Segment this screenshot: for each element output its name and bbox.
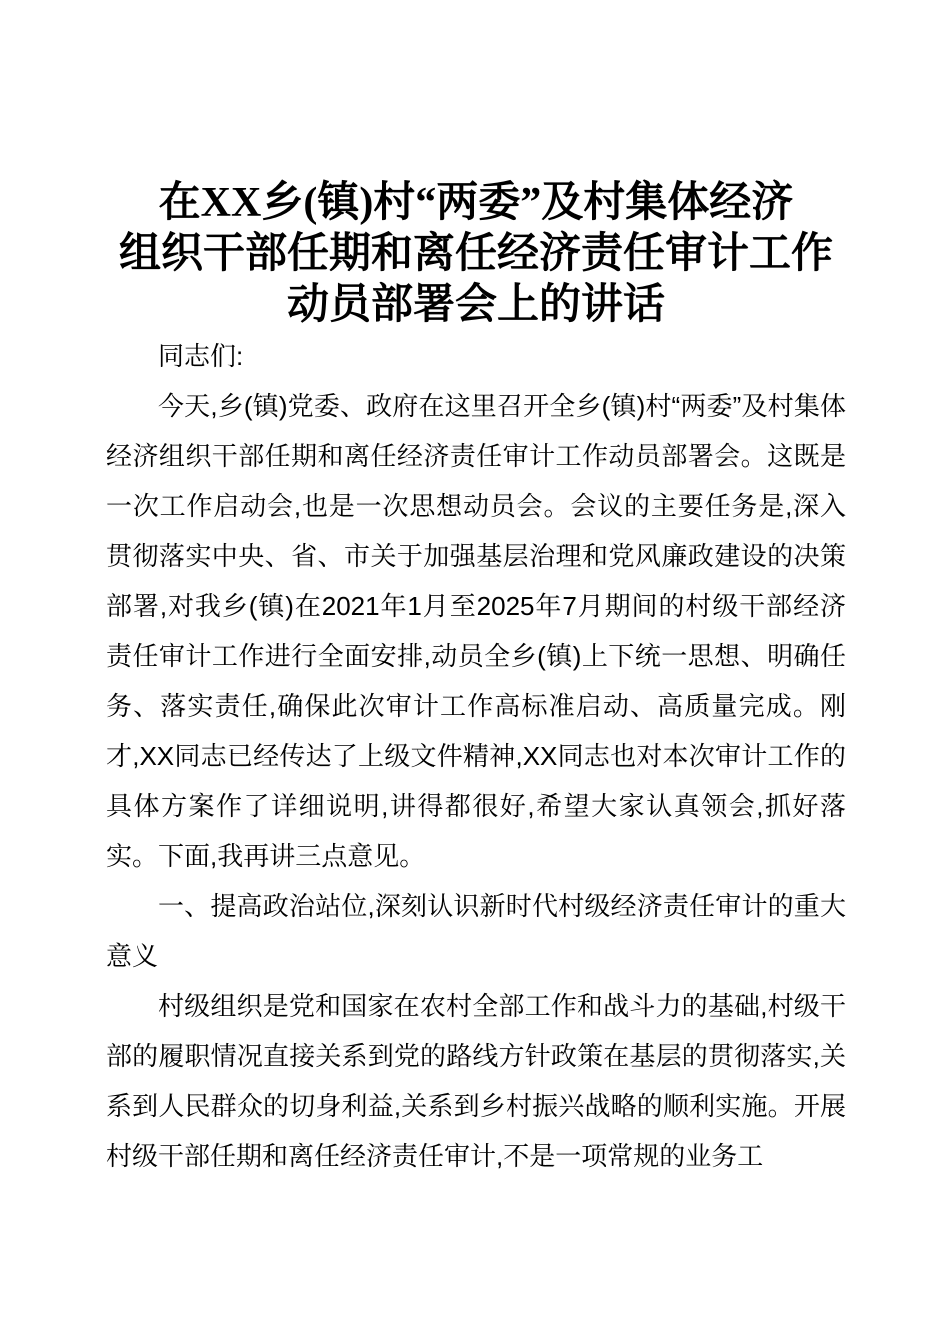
- salutation: 同志们:: [158, 341, 244, 371]
- document-title: [106, 178, 846, 331]
- body-paragraph-2: 村级组织是党和国家在农村全部工作和战斗力的基础,村级干部的履职情况直接关系到党的路线方针政策在基层的贯彻落实,关系到人民群众的切身利益,关系到乡村振兴战略的顺利实施。开展村级干部任期和离任经济责任审计,不是一项常规的业务工: [106, 991, 846, 1171]
- body-paragraph-1: 今天,乡(镇)党委、政府在这里召开全乡(镇)村“两委”及村集体经济组织干部任期和离任经济责任审计工作动员部署会。这既是一次工作启动会,也是一次思想动员会。会议的主要任务是,深入贯彻落实中央、省、市关于加强基层治理和党风廉政建设的决策部署,对我乡(镇)在2021年1月至2025年7月期间的村级干部经济责任审计工作进行全面安排,动员全乡(镇)上下统一思想、明确任务、落实责任,确保此次审计工作高标准启动、高质量完成。刚才,XX同志已经传达了上级文件精神,XX同志也对本次审计工作的具体方案作了详细说明,讲得都很好,希望大家认真领会,抓好落实。下面,我再讲三点意见。: [106, 391, 846, 871]
- title-line-1: 在XX乡(镇)村“两委”及村集体经济: [158, 180, 794, 226]
- title-line-2: 组织干部任期和离任经济责任审计工作: [118, 231, 833, 277]
- document-body: [106, 331, 846, 1181]
- section-heading-1: 一、提高政治站位,深刻认识新时代村级经济责任审计的重大意义: [106, 891, 846, 971]
- title-line-3: 动员部署会上的讲话: [286, 282, 665, 328]
